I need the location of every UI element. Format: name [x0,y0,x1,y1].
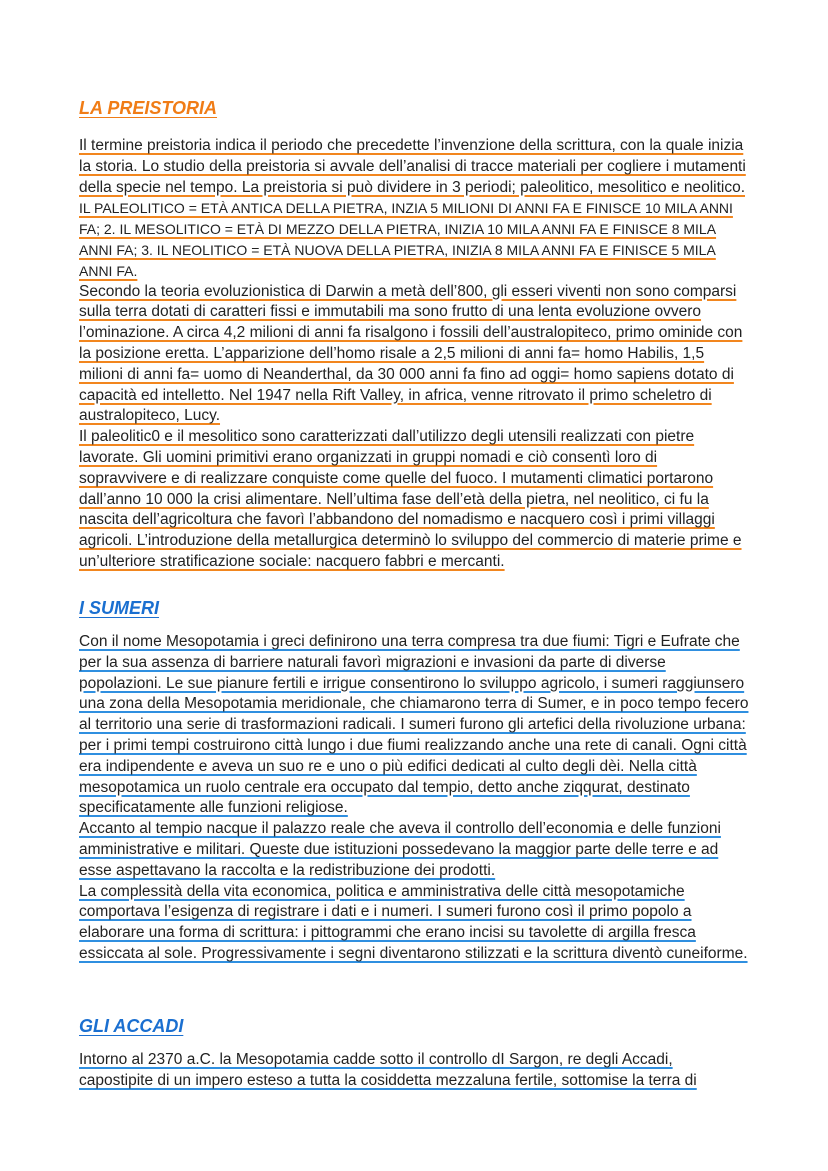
paragraph: La complessità della vita economica, politica e amministrativa delle città mesopotamiche comportava l’esigenza di registrare i dati e i numeri. I sumeri furono così il primo popolo a elaborare una forma di scrittura: i pittogrammi che erano incisi su tavolette di argilla fresca essiccata al sole. Progressivamente i segni diventarono stilizzati e la scrittura diventò cuneiforme. [79,882,748,962]
paragraph: Intorno al 2370 a.C. la Mesopotamia cadde sotto il controllo dI Sargon, re degli Accadi, capostipite di un impero esteso a tutta la cosiddetta mezzaluna fertile, sottomise la terra di [79,1051,697,1089]
heading-gli-accadi: GLI ACCADI [79,1016,184,1036]
paragraph: Il termine preistoria indica il periodo che precedette l’invenzione della scrittura, con la quale inizia la storia. Lo studio della preistoria si avvale dell’analisi di tracce materiali per cogliere i mutamenti della specie nel tempo. La preistoria si può dividere in 3 periodi; paleolitico, mesolitico e neolitico. [79,137,746,196]
heading-la-preistoria: LA PREISTORIA [79,98,218,118]
paragraph: Secondo la teoria evoluzionistica di Darwin a metà dell’800, gli esseri viventi non sono comparsi sulla terra dotati di caratteri fissi e immutabili ma sono frutto di una lenta evoluzione ovvero l’ominazione. A circa 4,2 milioni di anni fa risalgono i fossili dell’australopiteco, primo ominide con la posizione eretta. L’apparizione dell’homo risale a 2,5 milioni di anni fa= homo Habilis, 1,5 milioni di anni fa= uomo di Neanderthal, da 30 000 anni fa fino ad oggi= homo sapiens dotato di capacità ed intelletto. Nel 1947 nella Rift Valley, in africa, venne ritrovato il primo scheletro di australopiteco, Lucy. [79,282,743,425]
section-preistoria-body [79,136,749,573]
section-sumeri-body [79,632,749,965]
section-accadi-body [79,1050,749,1092]
paragraph: Accanto al tempio nacque il palazzo reale che aveva il controllo dell’economia e delle funzioni amministrative e militari. Queste due istituzioni possedevano la maggior parte delle terre e ad esse aspettavano la raccolta e la redistribuzione dei prodotti. [79,820,721,879]
paragraph: Con il nome Mesopotamia i greci definirono una terra compresa tra due fiumi: Tigri e Eufrate che per la sua assenza di barriere naturali favorì migrazioni e invasioni da parte di diverse popolazioni. Le sue pianure fertili e irrigue consentirono lo sviluppo agricolo, i sumeri raggiunsero una zona della Mesopotamia meridionale, che chiamarono terra di Sumer, e in poco tempo fecero al territorio una serie di trasformazioni radicali. I sumeri furono gli artefici della rivoluzione urbana: per i primi tempi costruirono città lungo i due fiumi realizzando anche una rete di canali. Ogni città era indipendente e aveva un suo re e uno o più edifici dedicati al culto degli dèi. Nella città mesopotamica un ruolo centrale era occupato dal tempio, detto anche ziqqurat, destinato specificatamente alle funzioni religiose. [79,633,749,817]
paragraph: Il paleolitic0 e il mesolitico sono caratterizzati dall’utilizzo degli utensili realizzati con pietre lavorate. Gli uomini primitivi erano organizzati in gruppi nomadi e ciò consentì loro di sopravvivere e di realizzare conquiste come quelle del fuoco. I mutamenti climatici portarono dall’anno 10 000 la crisi alimentare. Nell’ultima fase dell’età della pietra, nel neolitico, ci fu la nascita dell’agricoltura che favorì l’abbandono del nomadismo e nacquero così i primi villaggi agricoli. L’introduzione della metallurgica determinò lo sviluppo del commercio di materie prime e un’ulteriore stratificazione sociale: nacquero fabbri e mercanti. [79,428,742,570]
paragraph-periods: IL PALEOLITICO = ETÀ ANTICA DELLA PIETRA, INZIA 5 MILIONI DI ANNI FA E FINISCE 10 MILA ANNI FA; 2. IL MESOLITICO = ETÀ DI MEZZO DELLA PIETRA, INIZIA 10 MILA ANNI FA E FINISCE 8 MILA ANNI FA; 3. IL NEOLITICO = ETÀ NUOVA DELLA PIETRA, INIZIA 8 MILA ANNI FA E FINISCE 5 MILA ANNI FA. [79,200,733,279]
heading-i-sumeri: I SUMERI [79,598,160,618]
